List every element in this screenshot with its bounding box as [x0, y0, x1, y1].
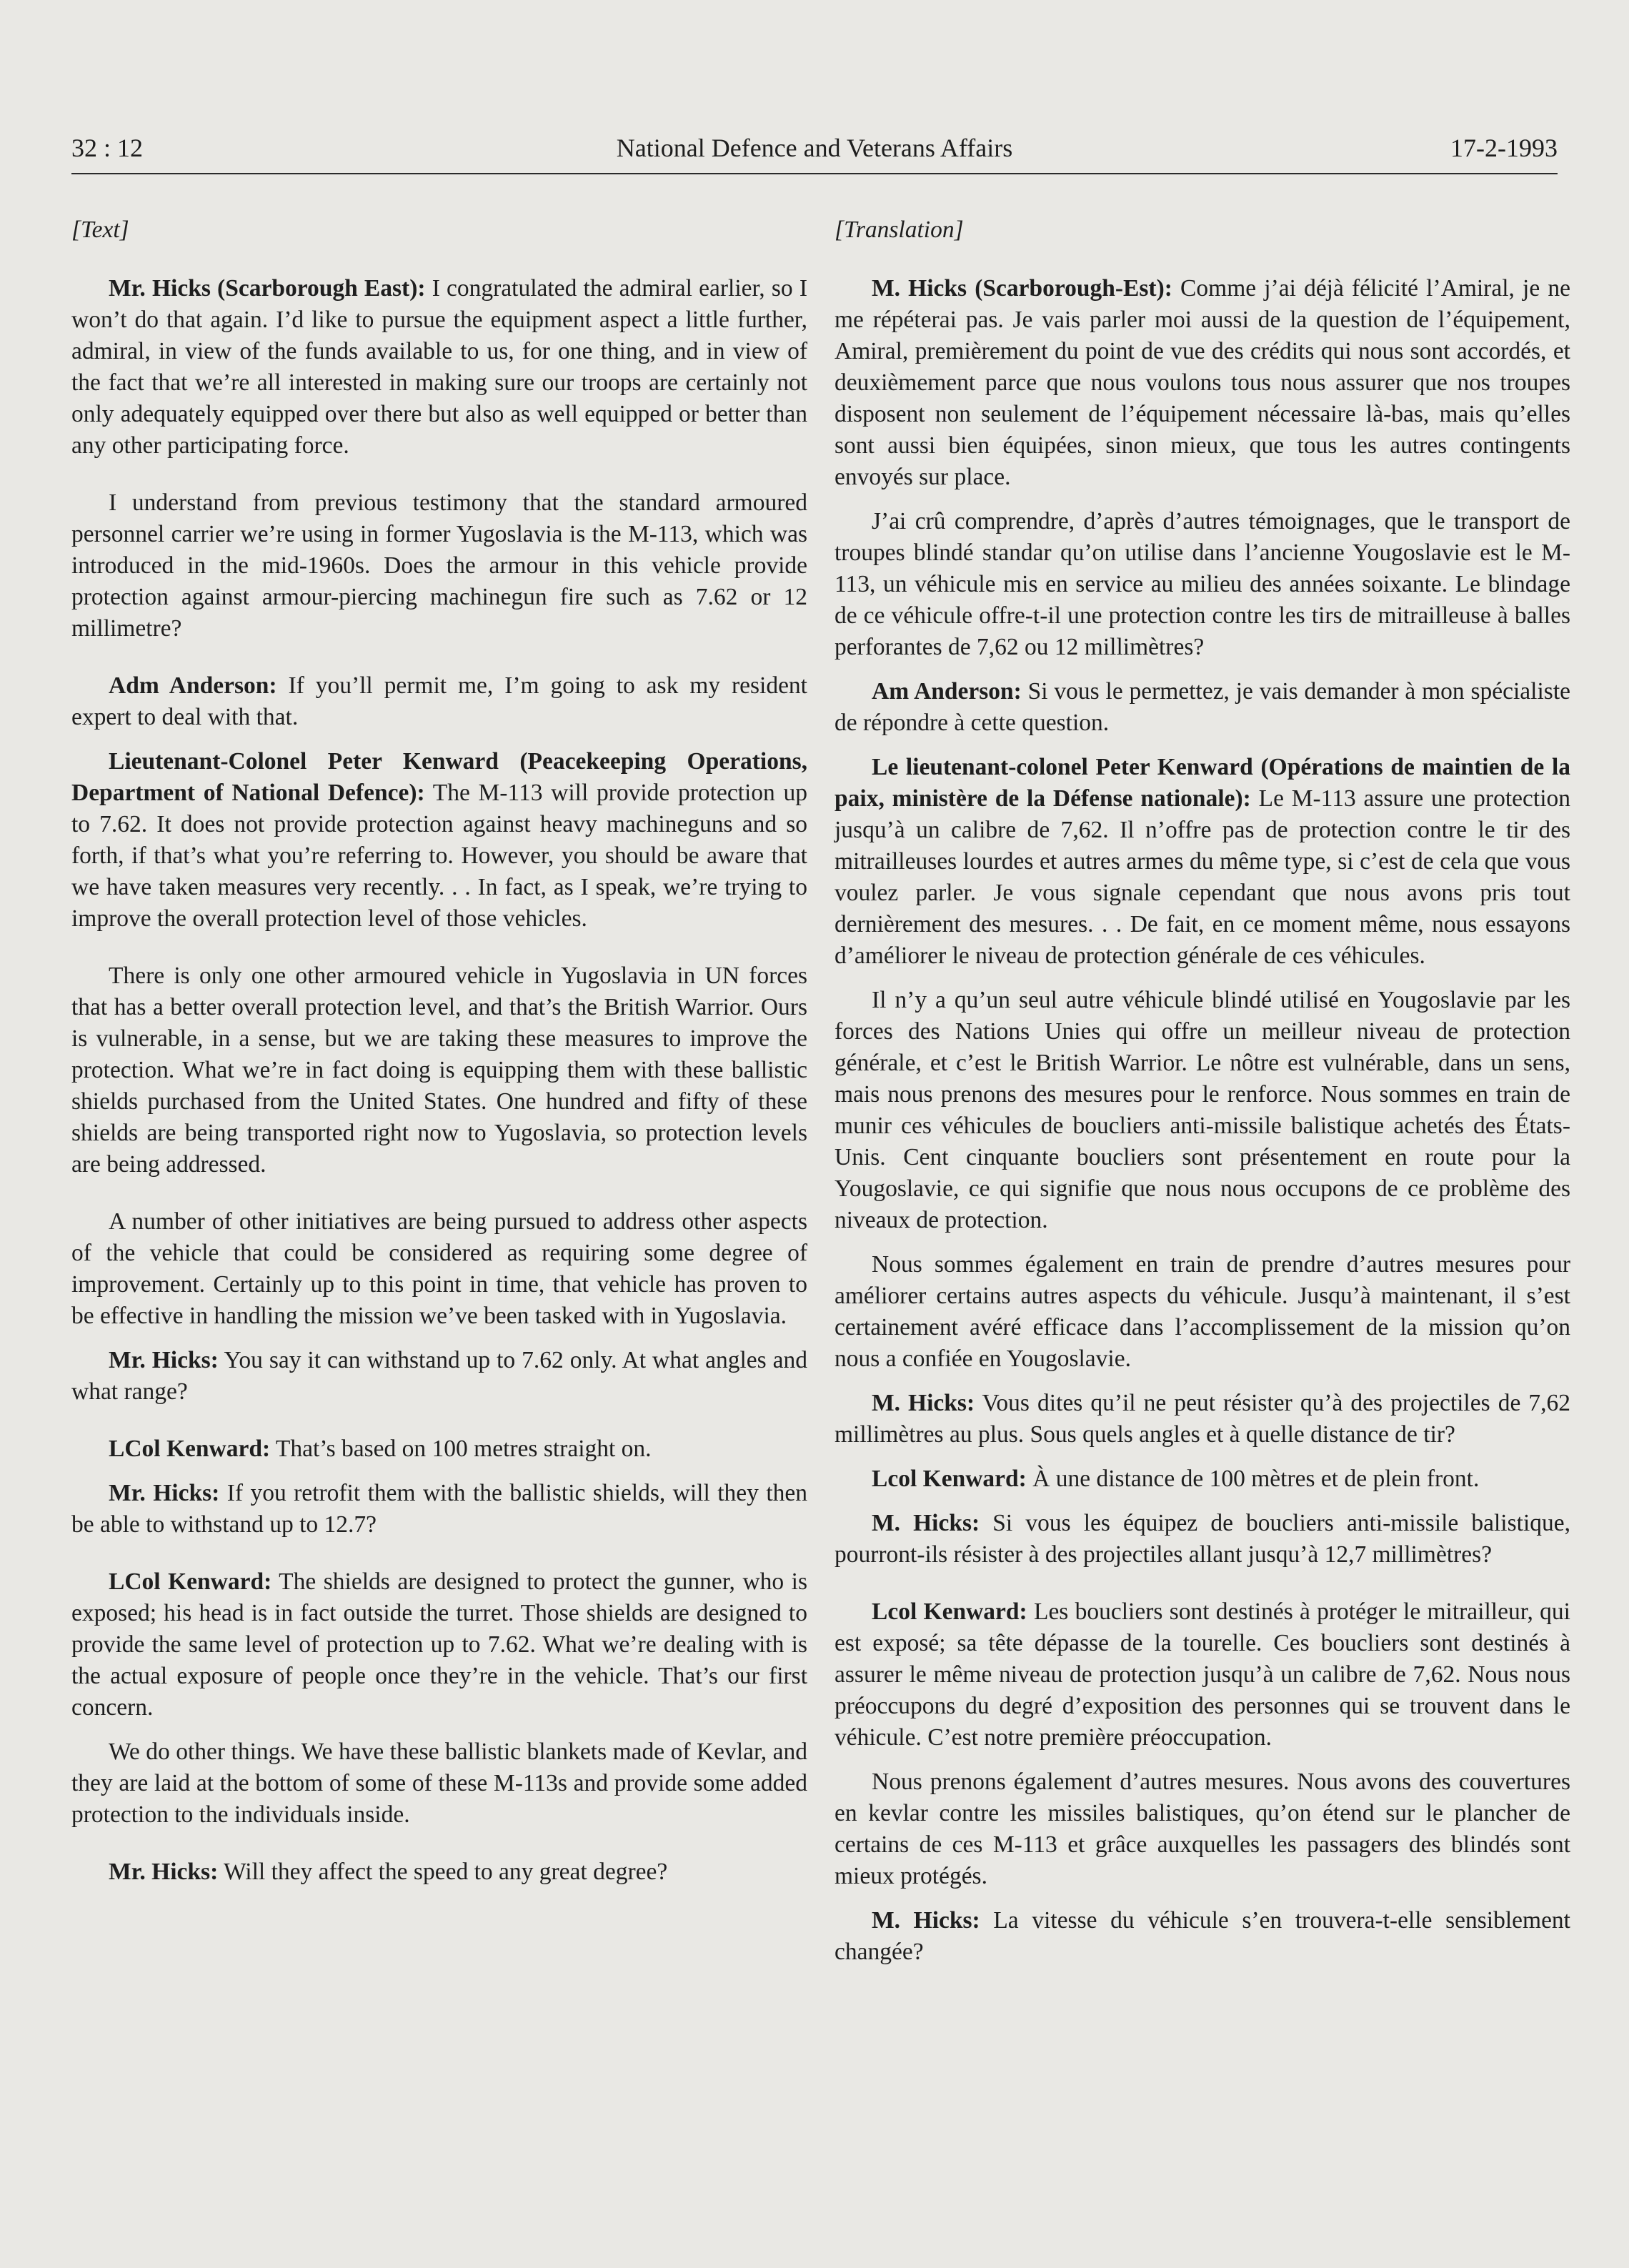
paragraph: [71, 1736, 807, 1831]
paragraph: [835, 1463, 1570, 1495]
paragraph: [71, 273, 807, 462]
speaker: Lieutenant-Colonel Peter Kenward (Peacekeeping Operations, Department of National Defence):: [71, 748, 807, 806]
page-date: 17-2-1993: [1450, 134, 1558, 162]
paragraph: [835, 1905, 1570, 1968]
paragraph: [71, 960, 807, 1180]
paragraph-text: If you’ll permit me, I’m going to ask my resident expert to deal with that.: [71, 672, 807, 730]
paragraph-text: Si vous le permettez, je vais demander à mon spécialiste de répondre à cette question.: [835, 678, 1570, 736]
paragraph: [835, 985, 1570, 1236]
speaker: Mr. Hicks:: [109, 1347, 219, 1373]
paragraph: [835, 273, 1570, 493]
speaker: M. Hicks:: [872, 1510, 980, 1536]
french-column: [835, 214, 1570, 1981]
paragraph-text: If you retrofit them with the ballistic shields, will they then be able to withstand up to 12.7?: [71, 1480, 807, 1538]
paragraph: [71, 1856, 807, 1888]
english-column: [71, 214, 807, 1901]
paragraph: [835, 1596, 1570, 1754]
paragraph-text: That’s based on 100 metres straight on.: [270, 1436, 652, 1462]
paragraph-text: The shields are designed to protect the gunner, who is exposed; his head is in fact outside the turret. Those shields are designed to provide the same level of protection up to 7.62. What we’re dealing with is the actual exposure of people once they’re in the vehicle. That’s our first concern.: [71, 1568, 807, 1721]
column-label: [Text]: [71, 217, 129, 243]
paragraph-text: You say it can withstand up to 7.62 only. At what angles and what range?: [71, 1347, 807, 1405]
speaker: Mr. Hicks:: [109, 1859, 219, 1885]
paragraph: [71, 1433, 807, 1465]
page-title: National Defence and Veterans Affairs: [616, 134, 1013, 162]
speaker: Lcol Kenward:: [872, 1466, 1027, 1492]
speaker: Lcol Kenward:: [872, 1598, 1027, 1625]
paragraph: [71, 1478, 807, 1541]
paragraph: [835, 506, 1570, 663]
paragraph: [835, 1766, 1570, 1892]
paragraph: [835, 752, 1570, 972]
paragraph-text: Vous dites qu’il ne peut résister qu’à des projectiles de 7,62 millimètres au plus. Sous quels angles et à quelle distance de tir?: [835, 1390, 1570, 1448]
speaker: Le lieutenant-colonel Peter Kenward (Opérations de maintien de la paix, ministère de la Défense nationale):: [835, 754, 1570, 812]
speaker: Mr. Hicks (Scarborough East):: [109, 275, 426, 302]
paragraph-text: A number of other initiatives are being pursued to address other aspects of the vehicle that could be considered as requiring some degree of improvement. Certainly up to this point in time, that vehicle has proven to be effective in handling the mission we’ve been tasked with in Yugoslavia.: [71, 1208, 807, 1329]
page-number: 32 : 12: [71, 134, 144, 162]
paragraph: [835, 676, 1570, 739]
page-header: [71, 130, 1558, 174]
paragraph-text: Nous prenons également d’autres mesures. Nous avons des couvertures en kevlar contre les missiles balistiques, qu’on étend sur le plancher de certains de ces M-113 et grâce auxquelles les passagers des blindés sont mieux protégés.: [835, 1769, 1570, 1889]
paragraph-text: The M-113 will provide protection up to 7.62. It does not provide protection against heavy machineguns and so forth, if that’s what you’re referring to. However, you should be aware that we have taken measures very recently. . . In fact, as I speak, we’re trying to improve the overall protection level of those vehicles.: [71, 780, 807, 932]
paragraph: [71, 670, 807, 733]
column-label: [Translation]: [835, 217, 964, 243]
paragraph: [835, 1388, 1570, 1451]
paragraph-text: Le M-113 assure une protection jusqu’à un calibre de 7,62. Il n’offre pas de protection contre le tir des mitrailleuses lourdes et autres armes du même type, si c’est de cela que vous voulez parler. Je vous signale cependant que nous avons pris tout dernièrement des mesures. . . De fait, en ce moment même, nous essayons d’améliorer le niveau de protection générale de ces véhicules.: [835, 785, 1570, 969]
paragraph-text: I understand from previous testimony that the standard armoured personnel carrier we’re using in former Yugoslavia is the M-113, which was introduced in the mid-1960s. Does the armour in this vehicle provide protection against armour-piercing machinegun fire such as 7.62 or 12 millimetre?: [71, 489, 807, 642]
paragraph-text: J’ai crû comprendre, d’après d’autres témoignages, que le transport de troupes blindé standar qu’on utilise dans l’ancienne Yougoslavie est le M-113, un véhicule mis en service au milieu des années soixante. Le blindage de ce véhicule offre-t-il une protection contre les tirs de mitrailleuse à balles perforantes de 7,62 ou 12 millimètres?: [835, 508, 1570, 660]
paragraph-text: Il n’y a qu’un seul autre véhicule blindé utilisé en Yougoslavie par les forces des Nations Unies qui offre un meilleur niveau de protection générale, et c’est le British Warrior. Le nôtre est vulnérable, dans un sens, mais nous prenons des mesures pour le renforce. Nous sommes en train de munir ces véhicules de boucliers anti-missile balistique achetés des États-Unis. Cent cinquante boucliers sont présentement en route pour la Yougoslavie, ce qui signifie que nous nous occupons de ce problème des niveaux de protection.: [835, 987, 1570, 1233]
paragraph-text: There is only one other armoured vehicle in Yugoslavia in UN forces that has a better overall protection level, and that’s the British Warrior. Ours is vulnerable, in a sense, but we are taking these measures to improve the protection. What we’re in fact doing is equipping them with these ballistic shields purchased from the United States. One hundred and fifty of these shields are being transported right now to Yugoslavia, so protection levels are being addressed.: [71, 963, 807, 1178]
paragraph: [835, 1249, 1570, 1375]
paragraph: [71, 1566, 807, 1724]
paragraph-text: I congratulated the admiral earlier, so I won’t do that again. I’d like to pursue the equipment aspect a little further, admiral, in view of the funds available to us, for one thing, and in view of the fact that we’re all interested in making sure our troops are certainly not only adequately equipped over there but also as well equipped or better than any other participating force.: [71, 275, 807, 459]
speaker: Mr. Hicks:: [109, 1480, 220, 1506]
paragraph-text: À une distance de 100 mètres et de plein front.: [1026, 1466, 1480, 1492]
paragraph: [71, 746, 807, 935]
paragraph-text: Will they affect the speed to any great degree?: [218, 1859, 668, 1885]
paragraph-text: Si vous les équipez de boucliers anti-missile balistique, pourront-ils résister à des projectiles allant jusqu’à 12,7 millimètres?: [835, 1510, 1570, 1568]
speaker: LCol Kenward:: [109, 1436, 271, 1462]
paragraph-text: We do other things. We have these ballistic blankets made of Kevlar, and they are laid at the bottom of some of these M-113s and provide some added protection to the individuals inside.: [71, 1739, 807, 1828]
paragraph: [71, 487, 807, 645]
paragraph: [71, 1206, 807, 1332]
speaker: M. Hicks (Scarborough-Est):: [872, 275, 1172, 302]
paragraph-text: La vitesse du véhicule s’en trouvera-t-elle sensiblement changée?: [835, 1907, 1570, 1965]
paragraph: [835, 1508, 1570, 1571]
speaker: M. Hicks:: [872, 1907, 980, 1934]
paragraph-text: Nous sommes également en train de prendre d’autres mesures pour améliorer certains autres aspects du véhicule. Jusqu’à maintenant, il s’est certainement avéré efficace dans l’accomplissement de la mission qu’on nous a confiée en Yougoslavie.: [835, 1251, 1570, 1372]
speaker: Am Anderson:: [872, 678, 1022, 705]
paragraph: [71, 1345, 807, 1408]
paragraph-text: Les boucliers sont destinés à protéger le mitrailleur, qui est exposé; sa tête dépasse de la tourelle. Ces boucliers sont destinés à assurer le même niveau de protection jusqu’à un calibre de 7,62. Nous nous préoccupons du degré d’exposition des personnes qui se trouvent dans le véhicule. C’est notre première préoccupation.: [835, 1598, 1570, 1751]
speaker: Adm Anderson:: [109, 672, 277, 699]
speaker: LCol Kenward:: [109, 1568, 272, 1595]
speaker: M. Hicks:: [872, 1390, 975, 1416]
paragraph-text: Comme j’ai déjà félicité l’Amiral, je ne me répéterai pas. Je vais parler moi aussi de la question de l’équipement, Amiral, premièrement du point de vue des crédits qui nous sont accordés, et deuxièmement parce que nous voulons tous nous assurer que nos troupes disposent non seulement de l’équipement nécessaire là-bas, mais qu’elles sont aussi bien équipées, sinon mieux, que tous les autres contingents envoyés sur place.: [835, 275, 1570, 490]
